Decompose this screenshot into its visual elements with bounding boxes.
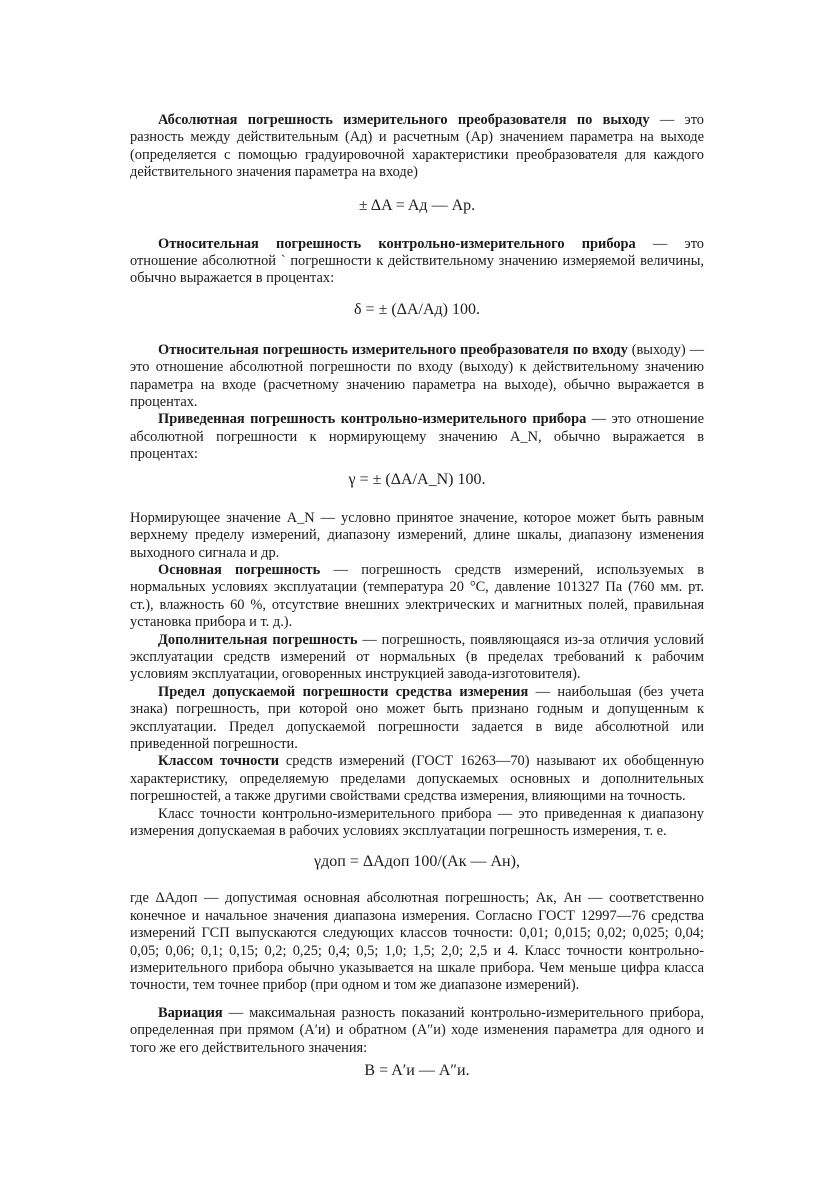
term: Приведенная погрешность контрольно-измерительного прибора [158, 411, 587, 428]
formula-absolute-error: ± ΔA = Aд — Aр. [358, 196, 476, 214]
paragraph-variation [130, 1005, 704, 1057]
term: Классом точности [158, 753, 280, 770]
paragraph-normalizing-value: Нормирующее значение A_N — условно принятое значение, которое может быть равным верхнему пределу измерений, диапазону измерений, длине шкалы, диапазону изменения выходного сигнала и др. [130, 509, 704, 561]
paragraph-relative-error-instrument [130, 236, 704, 288]
definition: — наибольшая (без учета знака) погрешность, при которой оно может быть признано годным и допущенным к эксплуатации. Предел допускаемой погрешности задается в виде абсолютной или приведенной погрешности. [130, 683, 705, 752]
paragraph-accuracy-classes-list: где ΔAдоп — допустимая основная абсолютная погрешность; Aк, Aн — соответственно конечное и начальное значения диапазона измерения. Согласно ГОСТ 12997—76 средства измерений ГСП выпускаются следующих классов точности: 0,01; 0,015; 0,02; 0,025; 0,04; 0,05; 0,06; 0,1; 0,15; 0,2; 0,25; 0,4; 0,5; 1,0; 1,5; 2,0; 2,5 и 4. Класс точности контрольно-измерительного прибора обычно указывается на шкале прибора. Чем меньше цифра класса точности, тем точнее прибор (при одном и том же диапазоне измерений). [130, 890, 704, 994]
term: Относительная погрешность измерительного преобразователя по входу [158, 341, 628, 358]
formula-relative-error: δ = ± (ΔA/Aд) 100. [354, 300, 480, 318]
term: Относительная погрешность контрольно-измерительного прибора [158, 235, 636, 252]
definition: — это отношение абсолютной ` погрешности к действительному значению измеряемой величины, обычно выражается в процентах: [130, 235, 704, 287]
paragraph-relative-error-transducer [130, 342, 704, 412]
definition: — максимальная разность показаний контрольно-измерительного прибора, определенная при прямом (A′и) и обратном (A″и) ходе изменения параметра для одного и того же его действительного значения: [130, 1004, 704, 1056]
paragraph-permissible-error-limit [130, 684, 704, 754]
paragraph-additional-error [130, 632, 704, 684]
text-column [130, 112, 704, 1081]
paragraph-absolute-error-output [130, 112, 704, 182]
formula-reduced-error: γ = ± (ΔA/A_N) 100. [348, 470, 486, 488]
term: Основная погрешность [158, 561, 321, 578]
term: Дополнительная погрешность [158, 631, 358, 648]
paragraph-basic-error [130, 562, 704, 632]
definition: — погрешность средств измерений, используемых в нормальных условиях эксплуатации (температура 20 °С, давление 101327 Па (760 мм. рт. ст.), влажность 60 %, отсутствие внешних электрических и магнитных полей, правильная установка прибора и т. д.). [130, 561, 705, 631]
paragraph-reduced-error [130, 411, 704, 463]
term: Предел допускаемой погрешности средства измерения [158, 683, 529, 700]
definition: — это разность между действительным (Aд) и расчетным (Aр) значением параметра на выходе (определяется с помощью градуировочной характеристики преобразователя для каждого действительного значения параметра на входе) [130, 112, 705, 181]
definition: средств измерений (ГОСТ 16263—70) называют их обобщенную характеристику, определяемую пределами допускаемых основных и дополнительных погрешностей, а также другими свойствами средства измерения, влияющими на точность. [130, 753, 704, 805]
paragraph-accuracy-class-instrument: Класс точности контрольно-измерительного прибора — это приведенная к диапазону измерения допускаемая в рабочих условиях эксплуатации погрешность измерения, т. е. [130, 805, 704, 839]
paragraph-accuracy-class [130, 753, 704, 805]
term: Абсолютная погрешность измерительного преобразователя по выходу [158, 112, 650, 128]
term: Вариация [158, 1004, 223, 1021]
definition: (выходу) — это отношение абсолютной погрешности по входу (выходу) к действительному значению параметра на входе (расчетному значению параметра на выходе), обычно выражается в процентах. [130, 341, 704, 411]
formula-accuracy-class: γдоп = ΔAдоп 100/(Aк — Aн), [314, 853, 520, 871]
formula-variation: B = A′и — A″и. [364, 1062, 470, 1080]
definition: — это отношение абсолютной погрешности к нормирующему значению A_N, обычно выражается в процентах: [130, 411, 704, 463]
definition: — погрешность, появляющаяся из-за отличия условий эксплуатации средств измерений от нормальных (в пределах требований к рабочим условиям эксплуатации, оговоренных инструкцией завода-изготовителя). [130, 631, 704, 683]
